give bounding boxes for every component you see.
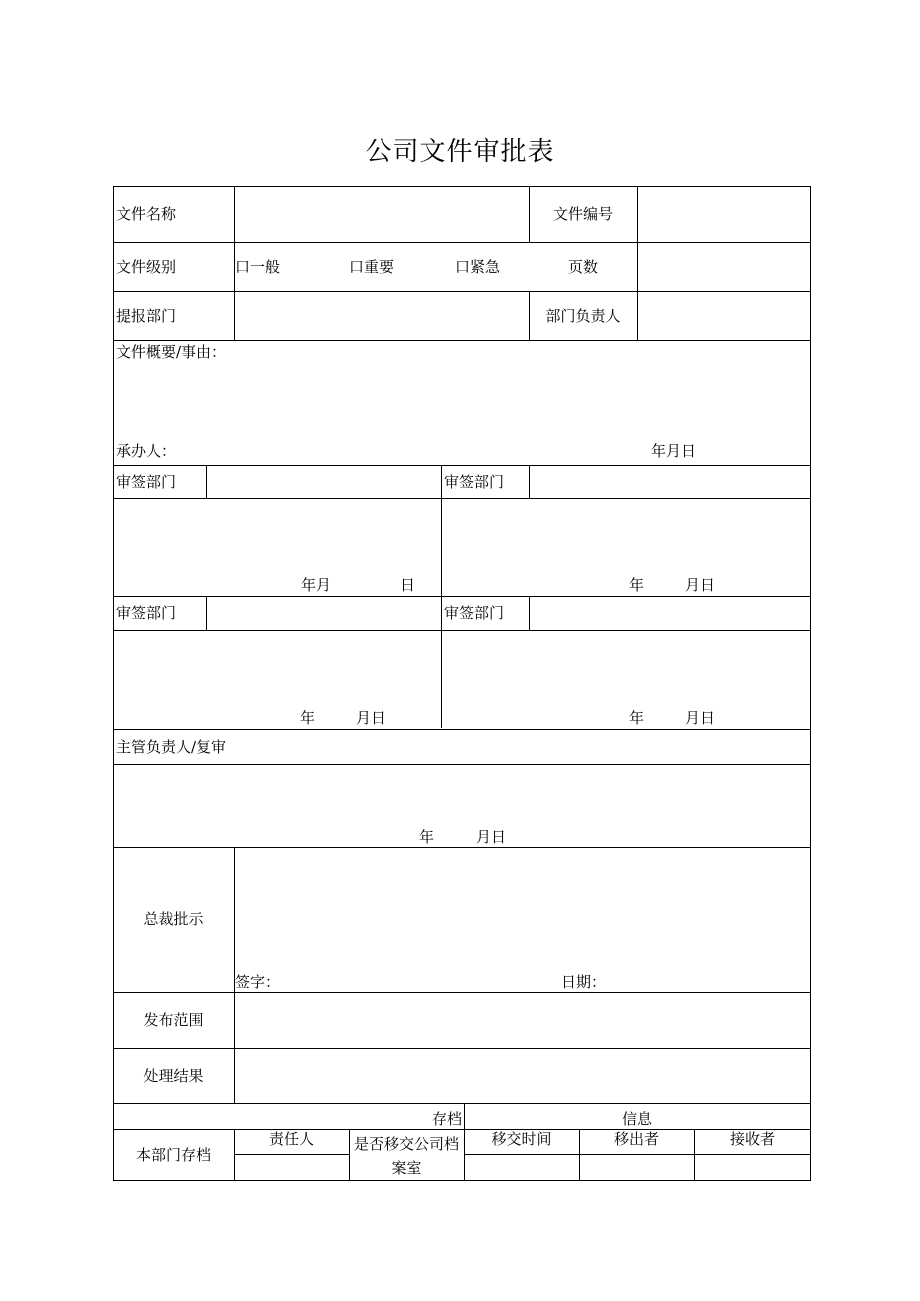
- h-rule: [113, 729, 811, 730]
- file-number-label: 文件编号: [552, 205, 613, 223]
- president-instruction-label: 总裁批示: [143, 910, 204, 928]
- review-opinion-field-3[interactable]: [114, 631, 440, 703]
- review-2-left-year: 年: [300, 709, 316, 727]
- file-number-field[interactable]: [638, 187, 809, 241]
- dept-archive-label: 本部门存档: [135, 1146, 211, 1164]
- col-sender: 移出者: [613, 1130, 659, 1148]
- review-1-right-year: 年: [629, 576, 645, 594]
- review-dept-field-3[interactable]: [207, 597, 440, 629]
- president-date-label: 日期：: [561, 973, 607, 991]
- page-count-field[interactable]: [638, 243, 809, 290]
- col-transfer-time: 移交时间: [491, 1130, 552, 1148]
- archive-header-right: 信息: [622, 1110, 653, 1128]
- col-transfer-to-archive: 是否移交公司档: [353, 1135, 459, 1153]
- approval-form: [113, 186, 811, 1181]
- supervisor-month-day: 月日: [476, 828, 507, 846]
- review-dept-field-2[interactable]: [530, 466, 809, 497]
- review-dept-label-1: 审签部门: [116, 473, 177, 491]
- archive-transfer-time-field[interactable]: [465, 1155, 578, 1179]
- review-dept-field-1[interactable]: [207, 466, 440, 497]
- review-dept-field-4[interactable]: [530, 597, 809, 629]
- file-level-label: 文件级别: [116, 258, 177, 276]
- col-receiver: 接收者: [729, 1130, 775, 1148]
- release-scope-field[interactable]: [235, 993, 809, 1047]
- supervisor-label: 主管负责人/复审: [116, 738, 227, 756]
- supervisor-year: 年: [419, 828, 435, 846]
- col-transfer-to-archive-line2: 案室: [391, 1159, 422, 1177]
- president-sign-label: 签字：: [235, 973, 281, 991]
- page-title: 公司文件审批表: [365, 137, 555, 167]
- v-rule: [810, 186, 811, 1181]
- h-rule: [113, 1180, 811, 1181]
- supervisor-opinion-field[interactable]: [114, 765, 809, 821]
- archive-receiver-field[interactable]: [695, 1155, 809, 1179]
- handler-label: 承办人：: [116, 442, 177, 460]
- review-dept-label-3: 审签部门: [116, 604, 177, 622]
- submitting-dept-field[interactable]: [235, 292, 528, 339]
- review-2-right-year: 年: [629, 709, 645, 727]
- review-1-right-month-day: 月日: [685, 576, 716, 594]
- review-1-left-year-month: 年月: [301, 576, 332, 594]
- handling-result-label: 处理结果: [143, 1067, 204, 1085]
- file-name-label: 文件名称: [116, 205, 177, 223]
- archive-responsible-field[interactable]: [235, 1155, 348, 1179]
- review-opinion-field-4[interactable]: [442, 631, 809, 703]
- col-responsible: 责任人: [268, 1130, 314, 1148]
- review-dept-label-2: 审签部门: [444, 473, 505, 491]
- level-option-urgent[interactable]: 口紧急: [455, 258, 501, 276]
- file-name-field[interactable]: [235, 187, 528, 241]
- v-rule: [464, 1103, 465, 1129]
- summary-label: 文件概要/事由：: [116, 343, 227, 361]
- release-scope-label: 发布范围: [143, 1011, 204, 1029]
- review-opinion-field-1[interactable]: [114, 499, 440, 571]
- review-dept-label-4: 审签部门: [444, 604, 505, 622]
- review-2-left-month-day: 月日: [356, 709, 387, 727]
- page-count-label: 页数: [567, 258, 598, 276]
- level-option-normal[interactable]: 口一般: [235, 258, 281, 276]
- summary-field[interactable]: [114, 361, 809, 441]
- level-option-important[interactable]: 口重要: [349, 258, 395, 276]
- president-instruction-field[interactable]: [235, 848, 809, 966]
- archive-header-left: 存档: [432, 1110, 463, 1128]
- dept-head-label: 部门负责人: [545, 307, 621, 325]
- review-2-right-month-day: 月日: [685, 709, 716, 727]
- handling-result-field[interactable]: [235, 1049, 809, 1102]
- archive-sender-field[interactable]: [580, 1155, 693, 1179]
- dept-head-field[interactable]: [638, 292, 809, 339]
- h-rule: [113, 340, 811, 341]
- review-opinion-field-2[interactable]: [442, 499, 809, 571]
- review-1-left-day: 日: [400, 576, 416, 594]
- summary-date-label: 年月日: [651, 442, 697, 460]
- submitting-dept-label: 提报部门: [116, 307, 177, 325]
- h-rule: [113, 1103, 811, 1104]
